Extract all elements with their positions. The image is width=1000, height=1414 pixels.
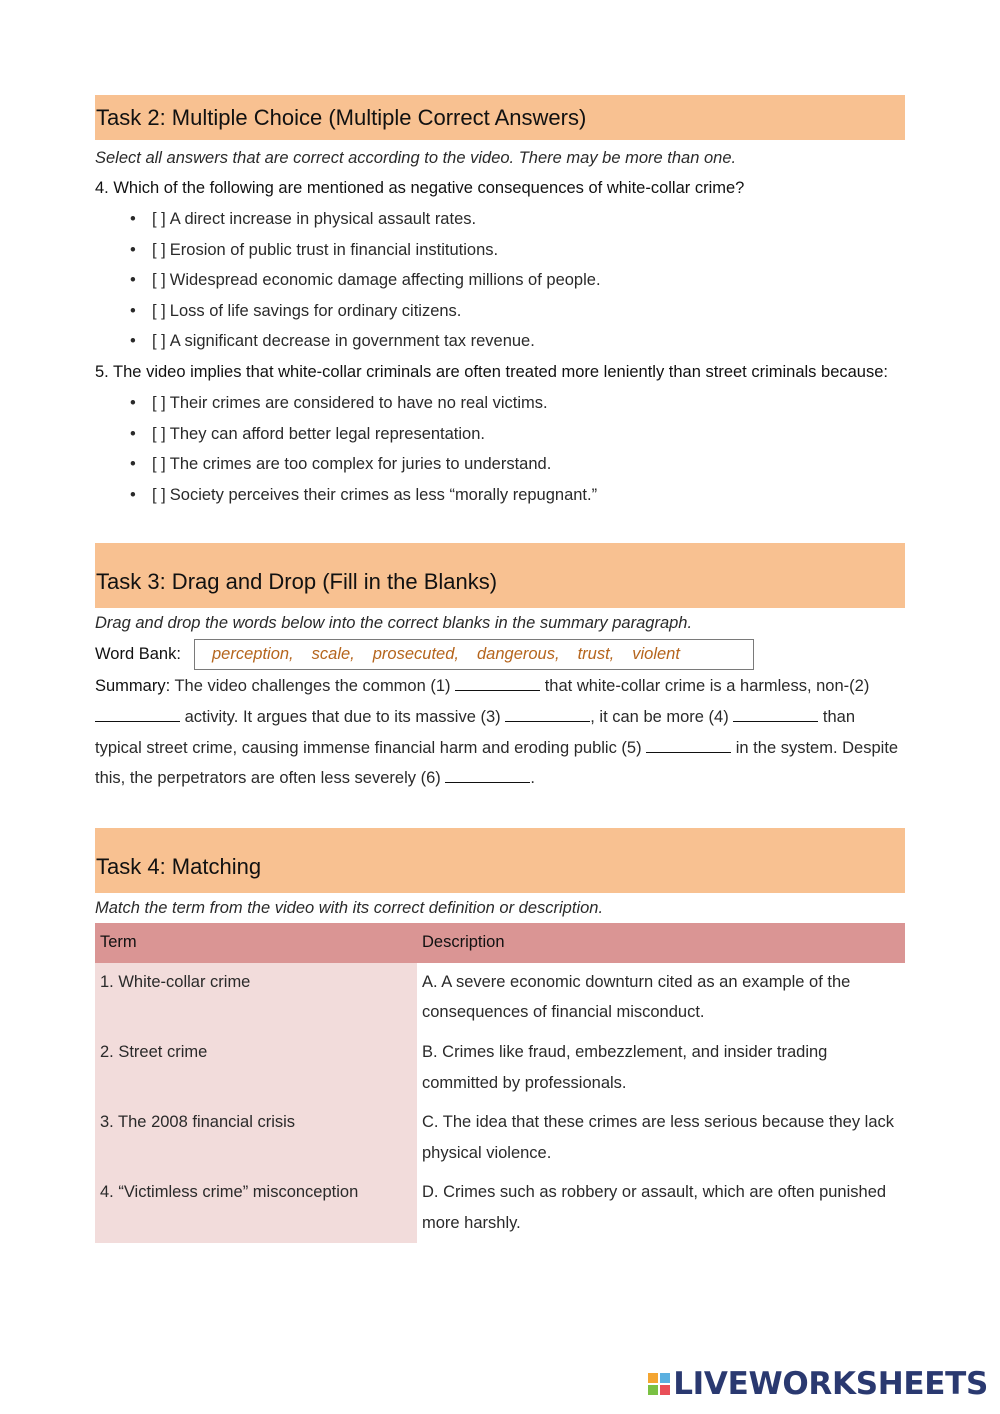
checkbox-icon[interactable]: [ ] [152,485,166,504]
term-cell[interactable]: 2. Street crime [95,1033,417,1103]
logo-square [648,1373,658,1383]
word-chip[interactable]: scale, [311,645,355,664]
option-label: A direct increase in physical assault rates. [169,210,477,228]
blank-5-dropzone[interactable] [646,738,731,753]
option-label: Society perceives their crimes as less “morally repugnant.” [169,485,598,504]
option-label: Widespread economic damage affecting millions of people. [169,271,601,290]
summary-text: , it can be more (4) [590,707,734,726]
option-checkbox[interactable] [131,204,905,235]
checkbox-icon[interactable]: [ ] [152,332,166,351]
blank-1-dropzone[interactable] [455,676,540,691]
description-cell[interactable]: A. A severe economic downturn cited as an example of the consequences of financial misconduct. [417,963,905,1033]
word-chip[interactable]: violent [632,645,680,664]
word-bank [95,638,905,671]
table-row [95,1103,905,1173]
option-checkbox[interactable] [131,388,905,419]
column-header-description: Description [417,923,905,963]
question-4-options [95,204,905,357]
task2-title: Task 2: Multiple Choice (Multiple Correct Answers) [95,95,905,140]
word-bank-box [194,639,754,670]
term-cell[interactable]: 1. White-collar crime [95,963,417,1033]
logo-square [660,1385,670,1395]
task3-title: Task 3: Drag and Drop (Fill in the Blanks) [95,543,905,608]
summary-text: in the system. Despite this, the perpetrators are often less severely (6) [95,738,899,788]
checkbox-icon[interactable]: [ ] [152,424,166,443]
word-chip[interactable]: dangerous, [476,645,560,664]
question-5-options [95,388,905,510]
term-cell[interactable]: 4. “Victimless crime” misconception [95,1173,417,1243]
checkbox-icon[interactable]: [ ] [152,240,166,259]
option-label: The crimes are too complex for juries to understand. [169,455,552,474]
task4-title: Task 4: Matching [95,828,905,893]
summary-paragraph [95,671,905,793]
table-header-row [95,923,905,963]
task4-instruction: Match the term from the video with its correct definition or description. [95,898,604,917]
logo-text: LIVEWORKSHEETS [673,1366,988,1402]
description-cell[interactable]: D. Crimes such as robbery or assault, which are often punished more harshly. [417,1173,905,1243]
word-chip[interactable]: trust, [577,645,615,664]
description-cell[interactable]: B. Crimes like fraud, embezzlement, and insider trading committed by professionals. [417,1033,905,1103]
description-cell[interactable]: C. The idea that these crimes are less serious because they lack physical violence. [417,1103,905,1173]
checkbox-icon[interactable]: [ ] [152,301,166,320]
table-row [95,1173,905,1243]
blank-3-dropzone[interactable] [505,707,590,722]
summary-text: than typical street crime, causing immense financial harm and eroding public (5) [95,707,856,757]
matching-table [95,923,905,1244]
checkbox-icon[interactable]: [ ] [152,271,166,290]
term-cell[interactable]: 3. The 2008 financial crisis [95,1103,417,1173]
summary-text: . [530,769,535,788]
blank-4-dropzone[interactable] [733,707,818,722]
question-4-text: 4. Which of the following are mentioned as negative consequences of white-collar crime? [95,179,745,197]
checkbox-icon[interactable]: [ ] [152,210,166,228]
logo-square [660,1373,670,1383]
logo-mark-icon [648,1373,670,1395]
question-5-text: 5. The video implies that white-collar criminals are often treated more leniently than street criminals because: [95,362,888,381]
option-checkbox[interactable] [131,296,905,327]
option-label: Their crimes are considered to have no real victims. [169,393,548,412]
word-chip[interactable]: prosecuted, [372,645,459,664]
blank-2-dropzone[interactable] [95,707,180,722]
word-chip[interactable]: perception, [212,645,294,664]
logo-square [648,1385,658,1395]
option-checkbox[interactable] [131,480,905,511]
checkbox-icon[interactable]: [ ] [152,393,166,412]
checkbox-icon[interactable]: [ ] [152,455,166,474]
option-checkbox[interactable] [131,326,905,357]
summary-text: that white-collar crime is a harmless, non-(2) [540,677,870,696]
table-row [95,963,905,1033]
table-row [95,1033,905,1103]
word-bank-label: Word Bank: [95,645,181,664]
option-checkbox[interactable] [131,419,905,450]
option-label: They can afford better legal representation. [169,424,485,443]
option-checkbox[interactable] [131,235,905,266]
option-checkbox[interactable] [131,449,905,480]
summary-text: The video challenges the common (1) [170,677,456,696]
summary-label: Summary: [95,677,171,696]
task2-instruction: Select all answers that are correct according to the video. There may be more than one. [95,149,737,167]
blank-6-dropzone[interactable] [445,768,530,783]
column-header-term: Term [95,923,417,963]
option-checkbox[interactable] [131,265,905,296]
liveworksheets-logo [648,1366,988,1402]
option-label: Loss of life savings for ordinary citizens. [169,301,462,320]
task3-instruction: Drag and drop the words below into the correct blanks in the summary paragraph. [95,614,693,633]
summary-text: activity. It argues that due to its massive (3) [180,707,506,726]
worksheet [95,95,905,1243]
option-label: Erosion of public trust in financial institutions. [169,240,499,259]
option-label: A significant decrease in government tax revenue. [169,332,535,351]
